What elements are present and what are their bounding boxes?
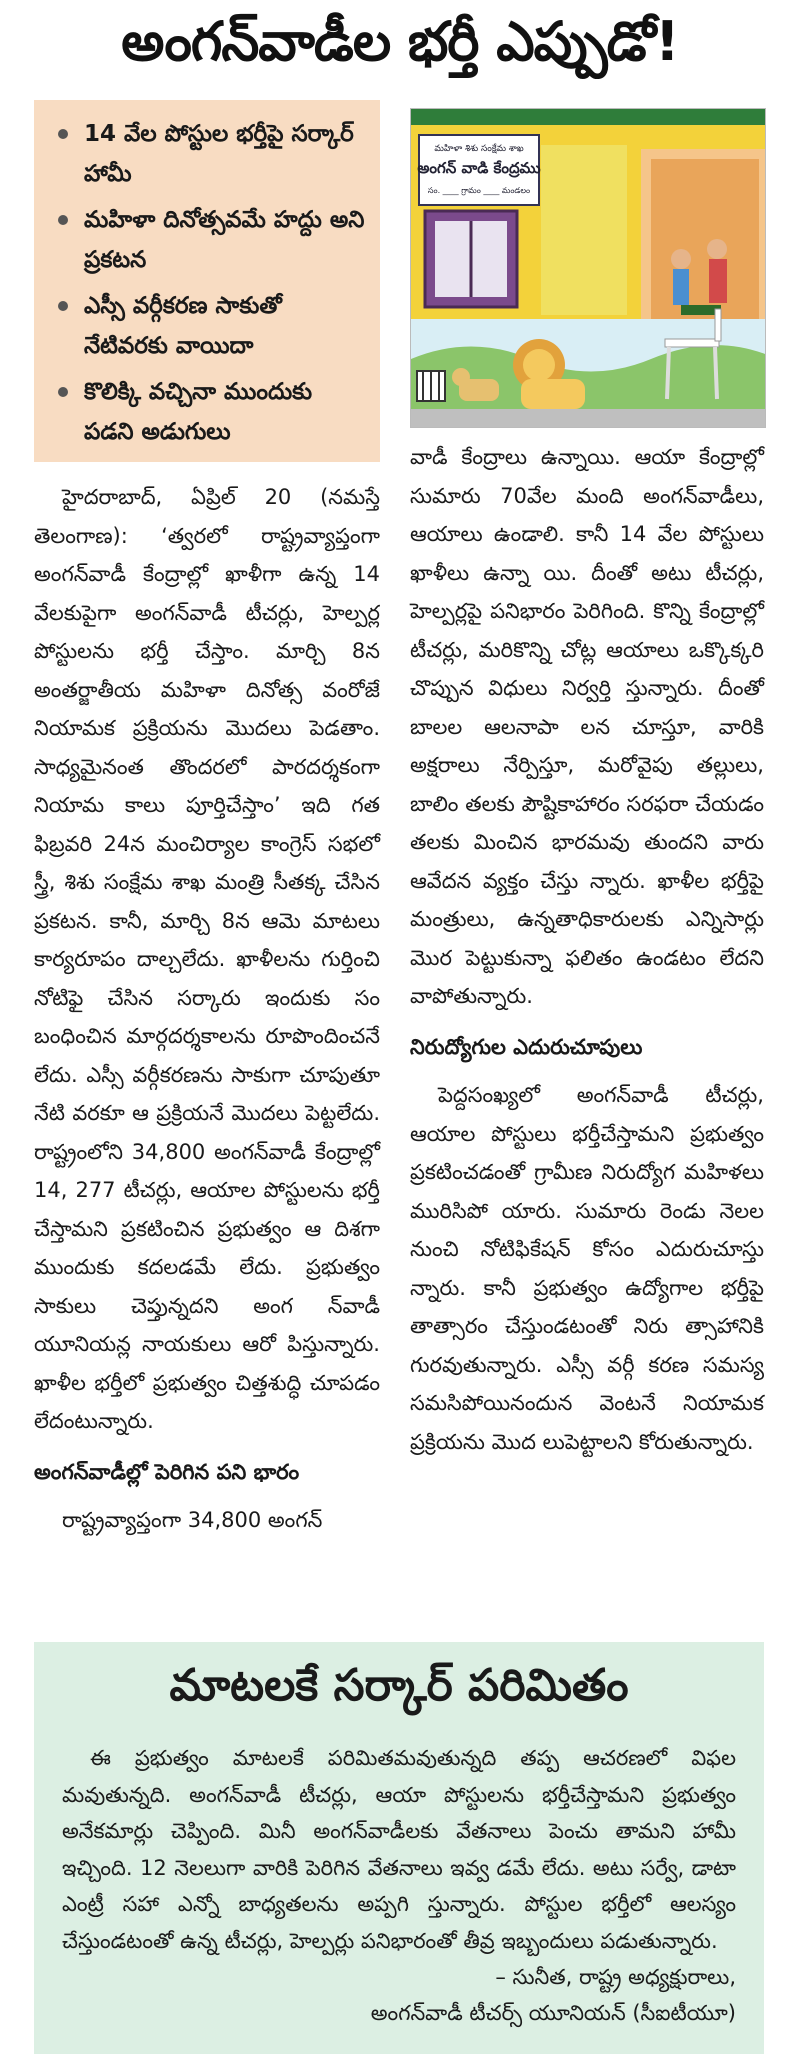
highlight-item bbox=[48, 372, 368, 452]
article-paragraph: రాష్ట్రవ్యాప్తంగా 34,800 అంగన్‌ bbox=[62, 1508, 323, 1532]
bullet-icon bbox=[58, 387, 68, 397]
highlight-text: మహిళా దినోత్సవమే హద్దు అని ప్రకటన bbox=[84, 207, 365, 273]
anganwadi-centre-photo bbox=[410, 108, 766, 428]
sign-title: అంగన్ వాడి కేంద్రము bbox=[417, 159, 541, 177]
highlight-text: కొలిక్కి వచ్చినా ముందుకు పడని అడుగులు bbox=[84, 379, 313, 445]
quote-box bbox=[34, 1642, 764, 2054]
article-column-left bbox=[34, 478, 380, 1540]
article-paragraph: వాడీ కేంద్రాలు ఉన్నాయి. ఆయా కేంద్రాల్లో సుమారు 70వేల మంది అంగన్‌వాడీలు, ఆయాలు ఉండాలి. కానీ 14 వేల పోస్టులు ఖాళీలు ఉన్నా యి. దీంతో అటు టీచర్లు, హెల్పర్లపై పనిభారం పెరిగింది. కొన్ని కేంద్రాల్లో టీచర్లు, మరికొన్ని చోట్ల ఆయాలు ఒక్కొక్కరి చొప్పున విధులు నిర్వర్తి స్తున్నారు. దీంతో బాలల ఆలనాపా లన చూస్తూ, వారికి అక్షరాలు నేర్పిస్తూ, మరోవైపు తల్లులు, బాలిం తలకు పౌష్టికాహారం సరఫరా చేయడం తలకు మించిన భారమవు తుందని వారు ఆవేదన వ్యక్తం చేస్తు న్నారు. ఖాళీల భర్తీపై మంత్రులు, ఉన్నతాధికారులకు ఎన్నిసార్లు మొర పెట్టుకున్నా ఫలితం ఉండటం లేదని వాపోతున్నారు. bbox=[410, 445, 764, 1008]
signature-name: – సునీత, రాష్ట్ర అధ్యక్షురాలు, bbox=[495, 1965, 736, 1989]
highlight-text: ఎస్సీ వర్గీకరణ సాకుతో నేటివరకు వాయిదా bbox=[84, 293, 282, 359]
bullet-icon bbox=[58, 129, 68, 139]
highlight-text: 14 వేల పోస్టుల భర్తీపై సర్కార్‌ హామీ bbox=[84, 121, 354, 187]
sign-line-2: సం. ____ గ్రామం ____ మండలం bbox=[427, 186, 531, 195]
article-paragraph: పెద్దసంఖ్యలో అంగన్‌వాడీ టీచర్లు, ఆయాల పోస్టులు భర్తీచేస్తామని ప్రభుత్వం ప్రకటించడంతో గ్రామీణ నిరుద్యోగ మహిళలు మురిసిపో యారు. సుమారు రెండు నెలల నుంచి నోటిఫికేషన్‌ కోసం ఎదురుచూస్తు న్నారు. కానీ ప్రభుత్వం ఉద్యోగాల భర్తీపై తాత్సారం చేస్తుండటంతో నిరు త్సాహానికి గురవుతున్నారు. ఎస్సీ వర్గీ కరణ సమస్య సమసిపోయినందున వెంటనే నియామక ప్రక్రియను మొద లుపెట్టాలని కోరుతున్నారు. bbox=[410, 1083, 764, 1454]
quote-box-title: మాటలకే సర్కార్‌ పరిమితం bbox=[169, 1660, 629, 1711]
headline: అంగన్‌వాడీల భర్తీ ఎప్పుడో! bbox=[121, 9, 679, 73]
quote-box-body: ఈ ప్రభుత్వం మాటలకే పరిమితమవుతున్నది తప్ప ఆచరణలో విఫల మవుతున్నది. అంగన్‌వాడీ టీచర్లు, ఆయా పోస్టులను భర్తీచేస్తామని ప్రభుత్వం అనేకమార్లు చెప్పింది. మినీ అంగన్‌వాడీలకు వేతనాలు పెంచు తామని హామీ ఇచ్చింది. 12 నెలలుగా వారికి పెరిగిన వేతనాలు ఇవ్వ డమే లేదు. అటు సర్వే, డాటా ఎంట్రీ సహా ఎన్నో బాధ్యతలను అప్పగి స్తున్నారు. పోస్టుల భర్తీలో ఆలస్యం చేస్తుండటంతో ఉన్న టీచర్లు, హెల్పర్లు పనిభారంతో తీవ్ర ఇబ్బందులు పడుతున్నారు. bbox=[62, 1746, 736, 1953]
subheading-workload: అంగన్‌వాడీల్లో పెరిగిన పని భారం bbox=[34, 1459, 300, 1484]
sign-line-1: మహిళా శిశు సంక్షేమ శాఖ bbox=[434, 144, 524, 154]
article-column-right bbox=[410, 438, 764, 1461]
highlight-item bbox=[48, 286, 368, 366]
highlights-box bbox=[34, 100, 380, 462]
subheading-unemployed: నిరుద్యోగుల ఎదురుచూపులు bbox=[410, 1034, 643, 1059]
bullet-icon bbox=[58, 215, 68, 225]
highlight-item bbox=[48, 114, 368, 194]
highlight-item bbox=[48, 200, 368, 280]
bullet-icon bbox=[58, 301, 68, 311]
photo-illustration bbox=[411, 109, 765, 427]
article-paragraph: హైదరాబాద్‌, ఏప్రిల్‌ 20 (నమస్తే తెలంగాణ): ‘త్వరలో రాష్ట్రవ్యాప్తంగా అంగన్‌వాడీ కేంద్రాల్లో ఖాళీగా ఉన్న 14 వేలకుపైగా అంగన్‌వాడీ టీచర్లు, హెల్పర్ల పోస్టులను భర్తీ చేస్తాం. మార్చి 8న అంతర్జాతీయ మహిళా దినోత్స వంరోజే నియామక ప్రక్రియను మొదలు పెడతాం. సాధ్యమైనంత తొందరలో పారదర్శకంగా నియామ కాలు పూర్తిచేస్తాం’ ఇది గత ఫిబ్రవరి 24న మంచిర్యాల కాంగ్రెస్‌ సభలో స్త్రీ, శిశు సంక్షేమ శాఖ మంత్రి సీతక్క చేసిన ప్రకటన. కానీ, మార్చి 8న ఆమె మాటలు కార్యరూపం దాల్చలేదు. ఖాళీలను గుర్తించి నోటిఫై చేసిన సర్కారు ఇందుకు సం బంధించిన మార్గదర్శకాలను రూపొందించనే లేదు. ఎస్సీ వర్గీకరణను సాకుగా చూపుతూ నేటి వరకూ ఆ ప్రక్రియనే మొదలు పెట్టలేదు. రాష్ట్రంలోని 34,800 అంగన్‌వాడీ కేంద్రాల్లో 14, 277 టీచర్లు, ఆయాల పోస్టులను భర్తీ చేస్తామని ప్రకటించిన ప్రభుత్వం ఆ దిశగా ముందుకు కదలడమే లేదు. ప్రభుత్వం సాకులు చెప్తున్నదని అంగ న్‌వాడీ యూనియన్ల నాయకులు ఆరో పిస్తున్నారు. ఖాళీల భర్తీలో ప్రభుత్వం చిత్తశుద్ధి చూపడం లేదంటున్నారు. bbox=[34, 485, 380, 1433]
signature-union: అంగన్‌వాడీ టీచర్స్‌ యూనియన్‌ (సీఐటీయూ) bbox=[370, 2001, 736, 2025]
